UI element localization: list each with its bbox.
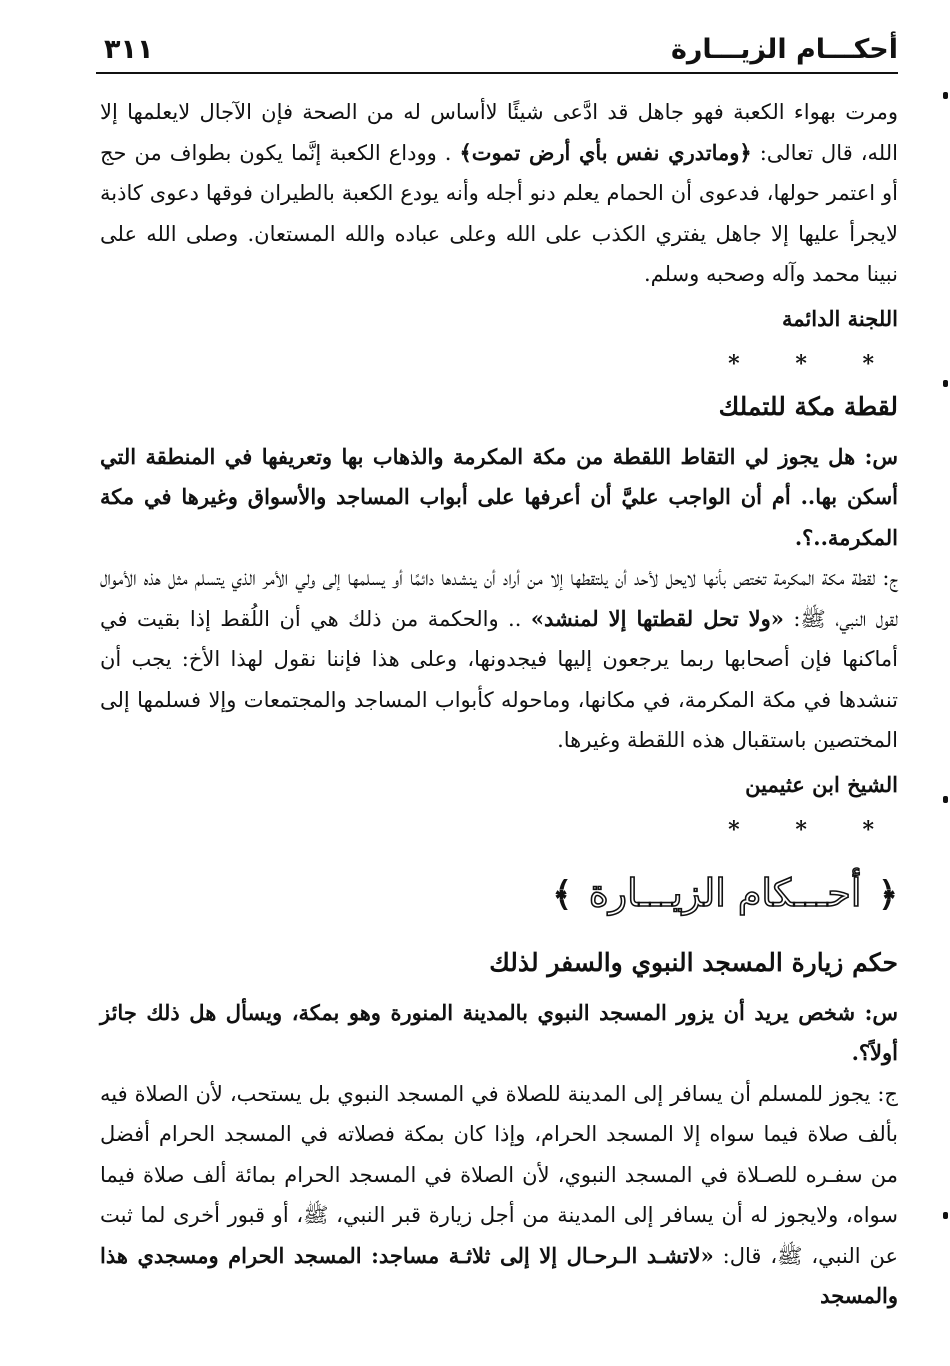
section-separator: * * * bbox=[728, 350, 898, 377]
paragraph-text: . ووداع الكعبة إنَّما يكون بطواف من حج أو اعتمر حولها، فدعوى أن الحمام يعلم دنو أجله وأنه يودع الكعبة بالطيران فوقها دعوى كاذبة لايجرأ عليها إلا جاهل يفتري الكذب على الله وعلى عباده والله المستعان. وصلى الله على نبينا محمد وآله وصحبه وسلم. bbox=[100, 140, 898, 286]
fatwa-continuation bbox=[100, 92, 898, 295]
chapter-title-text: أحـــكام الزيـــارة bbox=[588, 870, 862, 915]
page-number: ٣١١ bbox=[104, 34, 154, 65]
margin-mark bbox=[943, 92, 948, 99]
quran-verse: ﴿وماتدري نفس بأي أرض تموت﴾ bbox=[459, 139, 752, 165]
running-title: أحكـــام الزيـــارة bbox=[670, 34, 898, 65]
page-body bbox=[100, 92, 898, 1317]
question-text: س: شخص يريد أن يزور المسجد النبوي بالمدينة المنورة وهو بمكة، ويسأل هل ذلك جائز أولاً؟. bbox=[100, 999, 898, 1065]
section-separator: * * * bbox=[728, 816, 898, 843]
fatwa-signature: الشيخ ابن عثيمين bbox=[745, 771, 898, 797]
paragraph-text: .. والحكمة من ذلك هي أن اللُقط إذا بقيت في أماكنها فإن أصحابها ربما يرجعون إليها فيجدونها، وعلى هذا فإننا نقول لهذا الأخ: يجب أن تنشدها في مكة المكرمة، في مكانها، وماحوله كأبواب المساجد والمجتمعات وإلا فسلمها إلى المختصين باستقبال هذه اللقطة وغيرها. bbox=[100, 606, 898, 752]
margin-mark bbox=[943, 380, 948, 387]
question-text: س: هل يجوز لي التقاط اللقطة من مكة المكرمة والذهاب بها وتعريفها في المنطقة التي أسكن بها.. أم أن الواجب عليَّ أن أعرفها على أبواب المساجد والأسواق وغيرها في مكة المكرمة..؟. bbox=[100, 443, 898, 550]
margin-mark bbox=[943, 796, 948, 803]
ornament-bracket: ﴾ bbox=[552, 874, 573, 915]
paragraph-text: ج: يجوز للمسلم أن يسافر إلى المدينة للصلاة في المسجد النبوي بل يستحب، لأن الصلاة فيه بألف صلاة فيما سواه إلا المسجد الحرام، وإذا كان بمكة فصلاته في المسجد الحرام أفضل من سفـره للصـلاة في المسجد النبوي، لأن الصلاة في المسجد الحرام بمائة ألف صلاة فيما سواه، ولايجوز له أن يسافر إلى المدينة من أجل زيارة قبر النبي، ﷺ، أو قبور أخرى لما ثبت عن النبي، ﷺ، قال: bbox=[100, 1081, 898, 1268]
section-heading: حكم زيارة المسجد النبوي والسفر لذلك bbox=[489, 947, 898, 977]
answer-text bbox=[100, 558, 898, 761]
paragraph-text: ومرت بهواء الكعبة فهو جاهل قد ادَّعى شيئًا لاأساس له من الصحة فإن الآجال لايعلمها إلا الله، قال تعالى: bbox=[100, 100, 898, 165]
fatwa-signature: اللجنة الدائمة bbox=[782, 305, 898, 331]
answer-text bbox=[100, 1074, 898, 1317]
hadith-quote: «لاتشـد الـرحـال إلا إلى ثلاثـة مساجد: المسجد الحرام ومسجدي هذا والمسجد bbox=[100, 1242, 898, 1308]
paragraph-text: ج: لقطة مكة المكرمة تختص بأنها لايحل لأحد أن يلتقطها إلا من أراد أن ينشدها دائمًا أو يسلمها إلى ولي الأمر الذي يتسلم مثل هذه الأموال لقول النبي، ﷺ: bbox=[100, 566, 898, 631]
ornament-bracket: ﴿ bbox=[878, 874, 898, 915]
page-header bbox=[96, 28, 898, 74]
margin-mark bbox=[943, 1212, 948, 1219]
hadith-quote: «ولا تحل لقطتها إلا لمنشد» bbox=[530, 605, 784, 631]
section-heading: لقطة مكة للتملك bbox=[718, 391, 898, 421]
chapter-title bbox=[100, 863, 898, 929]
